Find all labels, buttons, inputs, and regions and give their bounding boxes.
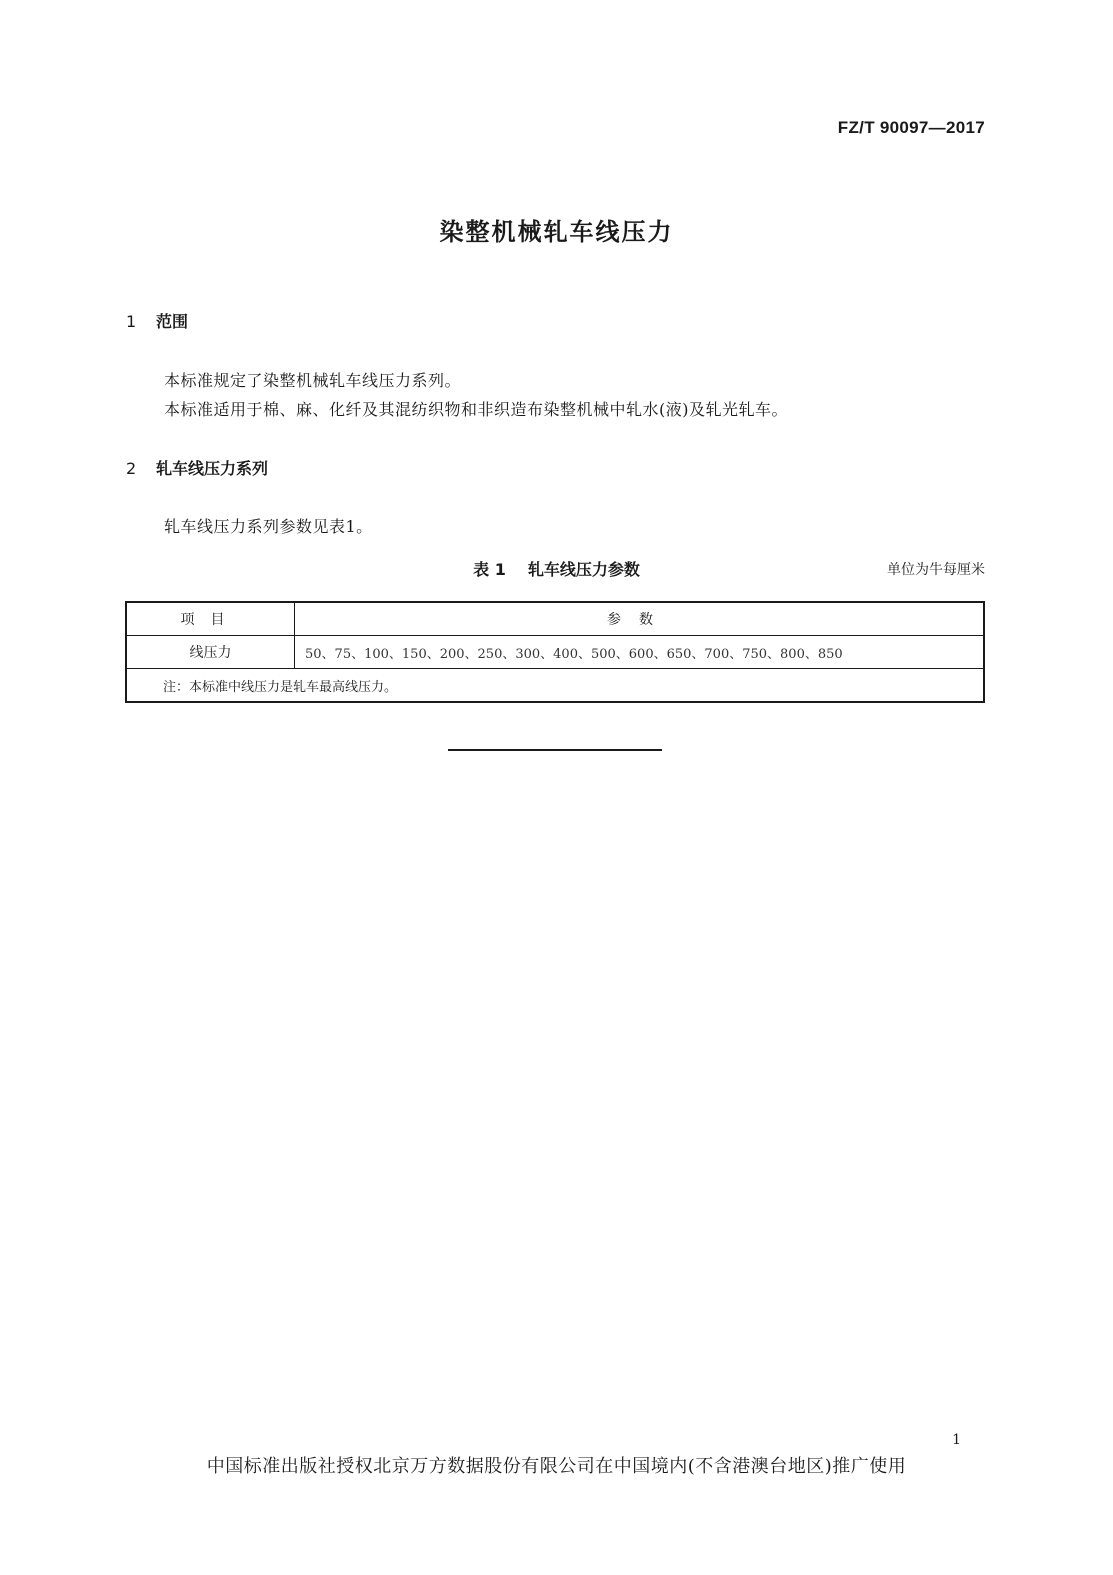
table-row [126, 636, 984, 669]
section-heading-scope [126, 309, 188, 332]
section-number: 1 [126, 312, 137, 331]
table-note-row [126, 669, 984, 703]
table-cell-item: 线压力 [126, 636, 295, 669]
section-heading-text: 轧车线压力系列 [156, 459, 269, 478]
section-heading-series [126, 456, 268, 479]
section-number: 2 [126, 459, 137, 478]
table-header-row [126, 602, 984, 636]
table-header-item: 项目 [126, 602, 295, 636]
document-title: 染整机械轧车线压力 [439, 218, 674, 246]
table-header-params: 参数 [295, 602, 985, 636]
table-caption-number: 表 1 [473, 560, 506, 579]
section-heading-text: 范围 [156, 312, 189, 331]
parameter-table [125, 601, 985, 703]
table-caption-title: 轧车线压力参数 [527, 560, 640, 579]
end-rule [448, 749, 662, 751]
standard-code: FZ/T 90097—2017 [837, 118, 985, 137]
table-unit-note: 单位为牛每厘米 [887, 562, 985, 578]
paragraph: 轧车线压力系列参数见表1。 [164, 517, 373, 536]
paragraph: 本标准适用于棉、麻、化纤及其混纺织物和非织造布染整机械中轧水(液)及轧光轧车。 [164, 400, 788, 419]
page-number: 1 [952, 1432, 961, 1448]
table-cell-values: 50、75、100、150、200、250、300、400、500、600、650、700、750、800、850 [295, 636, 985, 669]
footer-notice: 中国标准出版社授权北京万方数据股份有限公司在中国境内(不含港澳台地区)推广使用 [206, 1456, 907, 1477]
paragraph: 本标准规定了染整机械轧车线压力系列。 [164, 371, 462, 390]
table-note: 注：本标准中线压力是轧车最高线压力。 [126, 669, 984, 703]
